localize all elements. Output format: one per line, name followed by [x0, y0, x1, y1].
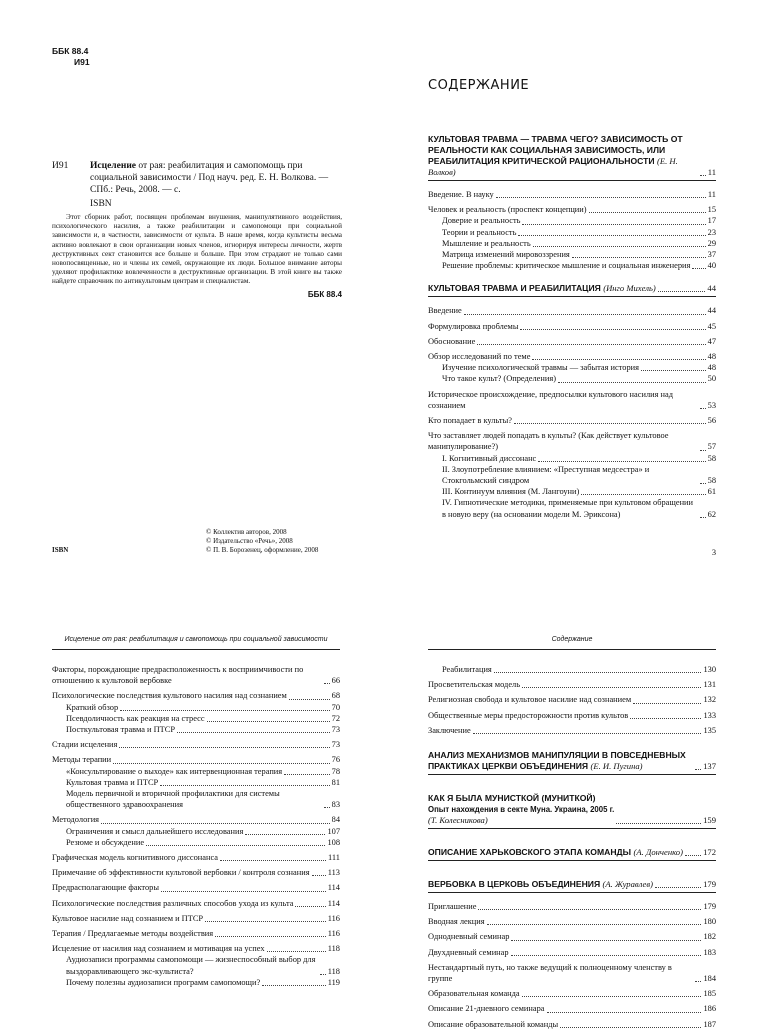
toc-entry-title: Однодневный семинар [428, 932, 510, 942]
toc-page-number: 131 [703, 680, 716, 690]
toc-entry-title: Мышление и реальность [442, 238, 531, 248]
toc-entry [428, 415, 716, 426]
toc-entry [52, 702, 340, 713]
toc-entry [52, 943, 340, 954]
section-rule [428, 296, 716, 297]
toc-page-number: 137 [703, 761, 716, 772]
dot-leader [245, 834, 325, 835]
toc-list [428, 664, 716, 1030]
dot-leader [324, 683, 330, 684]
section-title [428, 847, 683, 858]
dot-leader [518, 235, 705, 236]
toc-entry [52, 724, 340, 735]
dot-leader [560, 1027, 701, 1028]
toc-page-number: 11 [707, 167, 716, 177]
toc-entry [428, 189, 716, 200]
dot-leader [511, 940, 701, 941]
dot-leader [522, 996, 702, 997]
toc-entry-title: Стадии исцеления [52, 740, 118, 750]
section-rule [428, 828, 716, 829]
header-rule [52, 649, 340, 650]
bbk-bottom: ББК 88.4 [307, 289, 342, 299]
toc-entry [428, 238, 716, 249]
toc-entry [428, 215, 716, 226]
toc-entry-title: Религиозная свобода и культовое насилие над сознанием [428, 695, 632, 705]
toc-entry [52, 852, 340, 863]
toc-entry-title: Терапия / Предлагаемые методы воздействия [52, 929, 214, 939]
section-author: (А. Журавлев) [602, 879, 653, 890]
toc-page-number: 132 [703, 695, 716, 705]
dot-leader [477, 344, 705, 345]
dot-leader [522, 687, 701, 688]
toc-page-number: 47 [707, 336, 716, 346]
toc-page-number: 187 [703, 1019, 716, 1029]
toc-entry [428, 373, 716, 384]
dot-leader [641, 370, 706, 371]
toc-entry [52, 826, 340, 837]
section-spacer [428, 520, 716, 526]
dot-leader [633, 703, 701, 704]
toc-entry [52, 713, 340, 724]
catalog-record [52, 160, 342, 300]
section-author: (Е. И. Пугина) [590, 761, 643, 772]
toc-entry-title: Матрица изменений мировоззрения [442, 250, 570, 260]
dot-leader [700, 517, 706, 518]
toc-entry [52, 766, 340, 777]
section-heading-text: АНАЛИЗ МЕХАНИЗМОВ МАНИПУЛЯЦИИ В ПОВСЕДНЕВНЫХ ПРАКТИКАХ ЦЕРКВИ ОБЪЕДИНЕНИЯ [428, 750, 686, 772]
toc-entry-title: Психологические последствия культового насилия над сознанием [52, 691, 287, 701]
toc-page-number: 116 [327, 929, 340, 939]
dot-leader [284, 774, 329, 775]
copyright-line: © П. В. Борозенец, оформление, 2008 [206, 546, 319, 554]
running-head: Исцеление от рая: реабилитация и самопомощь при социальной зависимости [64, 636, 328, 643]
dot-leader [700, 483, 706, 484]
toc-entry [52, 690, 340, 701]
toc-entry [52, 814, 340, 825]
section-author: (А. Донченко) [633, 847, 683, 858]
bbk-code: ББК 88.4 [52, 46, 89, 56]
dot-leader [113, 763, 329, 764]
toc-entry-title: Историческое происхождение, предпосылки культового насилия над сознанием [428, 389, 674, 410]
toc-entry-title: Почему полезны аудиозаписи программ самопомощи? [66, 977, 261, 987]
toc-page-number: 56 [707, 416, 716, 426]
toc-page-number: 15 [707, 205, 716, 215]
toc-page-number: 186 [703, 1004, 716, 1014]
toc-page-number: 17 [707, 216, 716, 226]
toc-entry [428, 710, 716, 721]
dot-leader [160, 785, 329, 786]
toc-entry [428, 916, 716, 927]
toc-entry [428, 486, 716, 497]
toc-page-number: 83 [331, 800, 340, 810]
toc-entry [52, 867, 340, 878]
toc-page-number: 66 [331, 676, 340, 686]
toc-page-number: 183 [703, 947, 716, 957]
toc-entry-title: Просветительская модель [428, 680, 521, 690]
toc-entry-title: Методология [52, 815, 100, 825]
section-heading-text: КУЛЬТОВАЯ ТРАВМА — ТРАВМА ЧЕГО? ЗАВИСИМОСТЬ ОТ РЕАЛЬНОСТИ КАК СОЦИАЛЬНАЯ ЗАВИСИМОСТЬ, ИЛИ РЕАБИЛИТАЦИЯ КРИТИЧЕСКОЙ РАЦИОНАЛЬНОСТИ [428, 134, 683, 166]
toc-list [52, 660, 340, 988]
toc-page-number: 76 [331, 755, 340, 765]
toc-entry-title: Введение [428, 306, 462, 316]
toc-page-number: 159 [703, 815, 716, 826]
toc-entry [52, 777, 340, 788]
toc-page-number: 184 [703, 974, 716, 984]
toc-entry [428, 336, 716, 347]
toc-entry [52, 664, 340, 686]
toc-page-number: 48 [707, 352, 716, 362]
dot-leader [146, 845, 325, 846]
toc-entry-title: Нестандартный путь, но также ведущий к полноценному членству в группе [428, 962, 672, 984]
toc-page-number: 40 [707, 261, 716, 271]
toc-page-number: 107 [327, 826, 340, 836]
section-author: (Инго Михель) [603, 283, 656, 294]
toc-entry-title: III. Континуум влияния (М. Лангоуни) [442, 487, 580, 497]
toc-entry [52, 954, 340, 976]
toc-page-number: 116 [327, 913, 340, 923]
section-spacer [428, 865, 716, 873]
toc-entry [428, 362, 716, 373]
dot-leader [522, 224, 705, 225]
toc-entry [428, 1003, 716, 1014]
dot-leader [589, 212, 706, 213]
toc-entry-title: Обзор исследований по теме [428, 352, 531, 362]
dot-leader [692, 268, 705, 269]
dot-leader [464, 314, 706, 315]
toc-entry-title: Описание 21-дневного семинара [428, 1004, 545, 1014]
dot-leader [473, 733, 702, 734]
toc-entry [428, 931, 716, 942]
dot-leader [547, 1012, 702, 1013]
toc-page-number: 73 [331, 740, 340, 750]
toc-entry [428, 962, 716, 984]
toc-entry [428, 947, 716, 958]
toc-entry-title: Введение. В науку [428, 190, 494, 199]
dot-leader [695, 981, 701, 982]
dot-leader [558, 382, 706, 383]
section-heading-text: КУЛЬТОВАЯ ТРАВМА И РЕАБИЛИТАЦИЯ [428, 283, 601, 294]
toc-section-heading [428, 847, 716, 858]
dot-leader [700, 175, 706, 176]
toc-page-number: 179 [703, 902, 716, 912]
toc-page-number: 81 [331, 777, 340, 787]
dot-leader [538, 461, 705, 462]
isbn-line: ISBN [90, 199, 112, 209]
toc-entry-title: «Консультирование о выходе» как интервенционная терапия [66, 766, 283, 776]
toc-page-number: 70 [331, 702, 340, 712]
toc-entry [52, 754, 340, 765]
dot-leader [312, 875, 326, 876]
dot-leader [630, 718, 701, 719]
toc-entry [52, 788, 340, 810]
section-author: (Е. Н. Волков) [428, 156, 678, 177]
copyright-page [52, 46, 342, 566]
toc-entry [428, 204, 716, 215]
toc-entry-title: Графическая модель когнитивного диссонанса [52, 853, 218, 863]
toc-page-number: 111 [328, 853, 340, 863]
dot-leader [320, 974, 326, 975]
toc-entry [428, 389, 716, 411]
toc-entry-title: Факторы, порождающие предрасположенность к восприимчивости по отношению к культовой вербовке [52, 665, 304, 686]
toc-entry-title: I. Когнитивный диссонанс [442, 453, 537, 463]
toc-entry [428, 725, 716, 736]
toc-page-number: 68 [331, 691, 340, 701]
dot-leader [478, 909, 701, 910]
toc-page-number: 172 [703, 847, 716, 858]
toc-entry-title: Обоснование [428, 336, 476, 346]
dot-leader [685, 855, 701, 856]
toc-page-number: 114 [327, 883, 340, 893]
section-title [428, 750, 693, 772]
toc-page-5 [428, 636, 716, 1029]
page-title: СОДЕРЖАНИЕ [428, 78, 530, 93]
dot-leader [700, 450, 706, 451]
toc-page-number: 84 [331, 815, 340, 825]
toc-section-heading [428, 793, 716, 826]
toc-entry-title: Человек и реальность (проспект концепции) [428, 205, 587, 215]
toc-page-number: 185 [703, 989, 716, 999]
toc-entry-title: Резюме и обсуждение [66, 837, 145, 847]
toc-section-heading [428, 283, 716, 294]
dot-leader [655, 887, 701, 888]
dot-leader [205, 921, 326, 922]
toc-entry-title: IV. Гипнотические методики, применяемые при культовом обращении в новую веру (на основании модели М. Эриксона) [442, 498, 694, 519]
toc-page-number: 37 [707, 250, 716, 260]
dot-leader [532, 359, 705, 360]
toc-page-number: 78 [331, 766, 340, 776]
toc-entry-title: Заключение [428, 725, 471, 735]
dot-leader [289, 699, 330, 700]
dot-leader [161, 891, 326, 892]
toc-section-heading [428, 879, 716, 890]
toc-entry-title: Модель первичной и вторичной профилактики для системы общественного здравоохранения [66, 789, 280, 810]
toc-page-number: 58 [707, 476, 716, 486]
toc-entry-title: Описание образовательной команды [428, 1019, 559, 1029]
toc-entry [52, 739, 340, 750]
toc-entry-title: Что такое культ? (Определения) [442, 374, 557, 384]
toc-page-number: 23 [707, 227, 716, 237]
section-title [428, 879, 653, 890]
toc-entry-title: Культовая травма и ПТСР [66, 777, 159, 787]
section-title [428, 793, 614, 826]
dot-leader [295, 906, 325, 907]
section-heading-text: ВЕРБОВКА В ЦЕРКОВЬ ОБЪЕДИНЕНИЯ [428, 879, 601, 890]
toc-page-number: 72 [331, 713, 340, 723]
copyright-line: © Коллектив авторов, 2008 [206, 528, 287, 536]
toc-entry-title: Предрасполагающие факторы [52, 883, 159, 893]
section-rule [428, 180, 716, 181]
copyright-block [206, 528, 318, 555]
section-heading-text: КАК Я БЫЛА МУНИСТКОЙ (МУНИТКОЙ) [428, 793, 596, 804]
toc-entry [428, 694, 716, 705]
toc-entry-title: Теории и реальность [442, 227, 517, 237]
isbn-bottom: ISBN [52, 546, 69, 554]
toc-entry-title: Псевдоличность как реакция на стресс [66, 713, 205, 723]
toc-section-heading [428, 134, 716, 178]
toc-entry [428, 664, 716, 675]
toc-entry [428, 321, 716, 332]
section-author: (Т. Колесникова) [428, 815, 488, 826]
toc-page-number: 61 [707, 487, 716, 497]
toc-page-number: 11 [707, 190, 716, 199]
toc-page-number: 179 [703, 879, 716, 890]
toc-entry [52, 837, 340, 848]
toc-page-number: 114 [327, 898, 340, 908]
toc-page-number: 44 [707, 283, 716, 294]
dot-leader [514, 423, 706, 424]
toc-page-number: 130 [703, 665, 716, 674]
section-title [428, 283, 656, 294]
dot-leader [267, 951, 326, 952]
toc-entry [428, 430, 716, 452]
toc-entry [428, 260, 716, 271]
toc-entry-title: Общественные меры предосторожности против культов [428, 710, 629, 720]
author-mark: И91 [74, 57, 90, 67]
toc-entry-title: Посткультовая травма и ПТСР [66, 725, 176, 735]
toc-entry-title: Кто попадает в культы? [428, 416, 512, 426]
toc-page-number: 50 [707, 374, 716, 384]
dot-leader [572, 257, 706, 258]
dot-leader [496, 197, 706, 198]
toc-page-number: 29 [707, 238, 716, 248]
header-rule [428, 649, 716, 650]
section-rule [428, 860, 716, 861]
toc-entry [428, 453, 716, 464]
toc-entry-title: Культовое насилие над сознанием и ПТСР [52, 913, 204, 923]
toc-entry-title: Примечание об эффективности культовой вербовки / контроля сознания [52, 868, 310, 878]
toc-entry [428, 1019, 716, 1030]
dot-leader [700, 408, 706, 409]
toc-page-number: 57 [707, 442, 716, 452]
dot-leader [324, 807, 330, 808]
toc-page-number: 135 [703, 725, 716, 735]
toc-entry-title: Психологические последствия различных способов ухода из культа [52, 898, 294, 908]
toc-page-number: 73 [331, 725, 340, 735]
toc-entry [428, 679, 716, 690]
toc-entry-title: Исцеление от насилия над сознанием и мотивация на успех [52, 944, 265, 954]
section-rule [428, 892, 716, 893]
dot-leader [695, 769, 701, 770]
toc-entry-title: Изучение психологической травмы — забытая история [442, 363, 640, 373]
catalog-text: от рая: реабилитация и самопомощь при социальной зависимости / Под науч. ред. Е. Н. Волкова. — СПб.: Речь, 2008. — с. [90, 161, 329, 195]
toc-entry-title: Ограничения и смысл дальнейшего исследования [66, 826, 244, 836]
dot-leader [616, 823, 701, 824]
copyright-line: © Издательство «Речь», 2008 [206, 537, 293, 545]
toc-page-number: 180 [703, 917, 716, 927]
toc-entry-title: Что заставляет людей попадать в культы? (Как действует культовое манипулирование?) [428, 431, 669, 452]
dot-leader [177, 732, 330, 733]
page-number: 3 [711, 548, 716, 557]
toc-entry [428, 497, 716, 519]
toc-entry-title: II. Злоупотребление влиянием: «Преступная медсестра» и Стокгольмский синдром [442, 464, 650, 486]
dot-leader [220, 860, 326, 861]
toc-entry [428, 901, 716, 912]
toc-page-number: 45 [707, 321, 716, 331]
catalog-title: Исцеление [90, 161, 137, 171]
toc-entry [428, 988, 716, 999]
toc-page-number: 44 [707, 306, 716, 316]
section-heading-text: ОПИСАНИЕ ХАРЬКОВСКОГО ЭТАПА КОМАНДЫ [428, 847, 632, 858]
toc-entry-title: Образовательная команда [428, 989, 520, 999]
dot-leader [494, 672, 702, 673]
toc-entry-title: Формулировка проблемы [428, 321, 519, 331]
toc-entry-title: Реабилитация [442, 665, 492, 674]
dot-leader [533, 246, 706, 247]
dot-leader [520, 329, 705, 330]
toc-list [428, 128, 716, 526]
dot-leader [207, 721, 330, 722]
toc-page-number: 118 [327, 966, 340, 976]
toc-page-number: 62 [707, 509, 716, 519]
toc-entry [52, 977, 340, 988]
toc-entry-title: Двухдневный семинар [428, 947, 509, 957]
dot-leader [487, 924, 702, 925]
toc-page-number: 113 [327, 868, 340, 878]
dot-leader [262, 985, 326, 986]
section-spacer [428, 736, 716, 744]
dot-leader [120, 710, 329, 711]
toc-entry [52, 928, 340, 939]
toc-page-number: 118 [327, 944, 340, 954]
toc-entry [52, 913, 340, 924]
toc-entry-title: Методы терапии [52, 755, 112, 765]
section-spacer [428, 833, 716, 841]
toc-entry [52, 882, 340, 893]
toc-page-number: 48 [707, 363, 716, 373]
section-spacer [428, 779, 716, 787]
toc-entry [52, 898, 340, 909]
toc-entry-title: Доверие и реальность [442, 216, 521, 226]
toc-page-number: 53 [707, 400, 716, 410]
toc-entry [428, 305, 716, 316]
toc-entry-title: Решение проблемы: критическое мышление и социальная инженерия [442, 261, 691, 271]
toc-page-number: 182 [703, 932, 716, 942]
annotation: Этот сборник работ, посвящен проблемам внушения, манипулятивного воздействия, психологического насилия, а также реабилитации и самопомощи при социальной зависимости и, в частности, зависимости от культа. В наше время, когда культисты весьма активно вовлекают в свои организации новых членов, игнорируя интересы личности, жертв деструктивных сект становится все больше и больше. При этом страдают не только сами новопосвященные, но и члены их семей, окружающие их люди. Большое внимание авторы уделяют профилактике вовлеченности в деструктивные организации. В этой книге вы также найдете справочник по антикультовым центрам и специалистам. [52, 213, 342, 286]
section-rule [428, 774, 716, 775]
toc-page-number: 108 [327, 837, 340, 847]
toc-page-4 [52, 636, 340, 1024]
section-title [428, 134, 698, 178]
toc-entry [428, 227, 716, 238]
dot-leader [215, 936, 326, 937]
contents-page [428, 78, 716, 562]
toc-entry-title: Приглашение [428, 902, 477, 912]
running-head: Содержание [551, 636, 593, 643]
toc-entry-title: Вводная лекция [428, 917, 485, 927]
dot-leader [658, 291, 706, 292]
dot-leader [119, 747, 329, 748]
dot-leader [511, 955, 702, 956]
toc-section-heading [428, 750, 716, 772]
toc-entry [428, 464, 716, 486]
toc-entry [428, 249, 716, 260]
toc-entry-title: Краткий обзор [66, 702, 119, 712]
section-spacer [428, 271, 716, 277]
toc-page-number: 119 [327, 977, 340, 987]
dot-leader [581, 494, 705, 495]
catalog-code: И91 [52, 161, 69, 171]
toc-page-number: 58 [707, 453, 716, 463]
toc-entry-title: Аудиозаписи программы самопомощи — жизнеспособный выбор для выздоравливающего экс-культиста? [66, 955, 316, 976]
toc-page-number: 133 [703, 710, 716, 720]
toc-entry [428, 351, 716, 362]
section-subheading: Опыт нахождения в секте Муна. Украина, 2005 г. [428, 805, 615, 815]
dot-leader [101, 823, 330, 824]
